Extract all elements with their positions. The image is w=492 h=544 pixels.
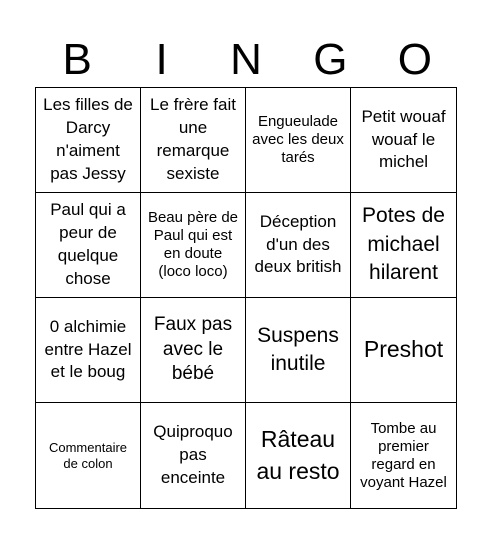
bingo-cell[interactable]: Le frère fait une remarque sexiste — [141, 88, 246, 193]
bingo-cell[interactable]: Preshot — [351, 298, 456, 403]
header-letter-i: I — [155, 35, 168, 84]
bingo-cell[interactable]: Potes de michael hilarent — [351, 193, 456, 298]
header-letter-n: N — [230, 35, 262, 84]
bingo-cell[interactable]: Tombe au premier regard en voyant Hazel — [360, 419, 447, 491]
header-letter-g: G — [313, 35, 348, 84]
bingo-grid — [35, 87, 457, 509]
bingo-cell[interactable]: Les filles de Darcy n'aiment pas Jessy — [36, 88, 141, 193]
bingo-cell[interactable]: Engueulade avec les deux tarés — [246, 88, 351, 193]
bingo-cell[interactable]: 0 alchimie entre Hazel et le boug — [36, 298, 141, 403]
bingo-cell[interactable]: Suspens inutile — [246, 298, 351, 403]
bingo-cell[interactable]: Quiproquo pas enceinte — [141, 403, 246, 508]
bingo-cell[interactable]: Commentaire de colon — [36, 403, 141, 508]
bingo-cell[interactable]: Paul qui a peur de quelque chose — [36, 193, 141, 298]
bingo-cell[interactable]: Déception d'un des deux british — [246, 193, 351, 298]
bingo-cell[interactable]: Faux pas avec le bébé — [141, 298, 246, 403]
header-letter-b: B — [62, 35, 92, 84]
bingo-cell[interactable]: Râteau au resto — [246, 403, 351, 508]
bingo-header — [35, 32, 457, 88]
header-letter-o: O — [397, 35, 432, 84]
bingo-cell[interactable]: Petit wouaf wouaf le michel — [351, 88, 456, 193]
bingo-cell[interactable]: Beau père de Paul qui est en doute (loco loco) — [141, 193, 246, 298]
